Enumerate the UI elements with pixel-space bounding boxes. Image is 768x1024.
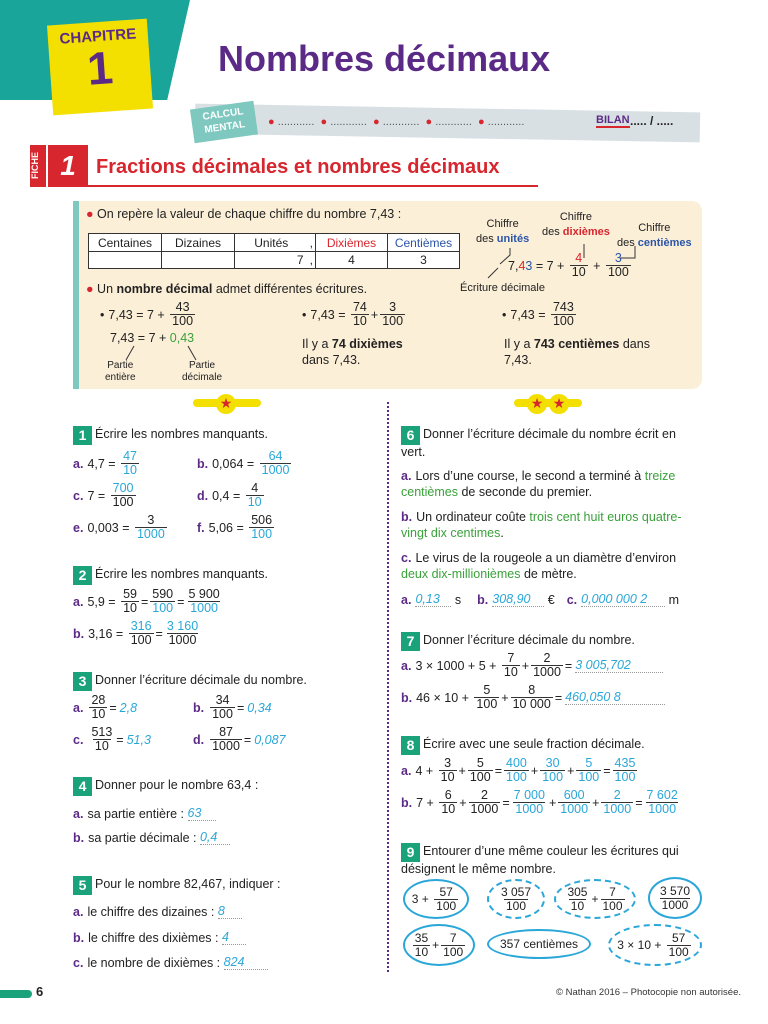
ex9-expr-2: $\frac{3 057}{100}$ xyxy=(487,879,545,919)
ex1-e: e. 0,003 = $\frac{3}{1000}$ xyxy=(73,513,165,542)
exercise-6-title: 6 Donner l’écriture décimale du nombre écrit en vert. xyxy=(401,427,676,459)
page-number: 6 xyxy=(36,984,44,999)
exercise-2-title: 2 Écrire les nombres manquants. xyxy=(73,566,268,585)
callout-centiemes: Chiffre des centièmes xyxy=(617,222,692,249)
partie-decimale-label: Partie décimale xyxy=(182,360,223,383)
ex3-a: a. $\frac{28}{10}$ = 2,8 xyxy=(73,693,138,722)
exercise-5-title: 5 Pour le nombre 82,467, indiquer : xyxy=(73,876,281,895)
ex6-b: b. Un ordinateur coûte trois cent huit euros quatre-vingt dix centimes. xyxy=(401,510,682,540)
ex4-b: b. sa partie décimale : 0,4 xyxy=(73,830,230,845)
fiche-number: 1 xyxy=(48,145,88,187)
bilan-label: BILAN xyxy=(596,114,630,126)
ex6-a: a. Lors d’une course, le second a terminé à treize centièmes de seconde du premier. xyxy=(401,469,676,499)
decimal-intro: ● Un nombre décimal admet différentes écritures. xyxy=(86,282,368,296)
star-icon: ★ xyxy=(216,394,236,414)
ex1-c: c. 7 = $\frac{700}{100}$ xyxy=(73,481,134,510)
ex3-c: c. $\frac{513}{10}$ = 51,3 xyxy=(73,725,151,754)
ex8-b: b. 7 + $\frac{6}{10}$ + $\frac{2}{1000}$ = $\frac{7 000}{1000}$ + $\frac{600}{1000}$ + $\frac{2}{1000}$ = $\frac{7 602}{1000}$ xyxy=(401,788,678,817)
writing-3: • 7,43 = $\frac{743}{100}$ xyxy=(502,300,574,329)
writing-1b: 7,43 = 7 + 0,43 xyxy=(110,331,195,345)
column-divider xyxy=(387,402,389,972)
bilan-score: ..... / ..... xyxy=(630,114,674,128)
exercise-8-title: 8 Écrire avec une seule fraction décimale. xyxy=(401,736,645,755)
ex1-d: d. 0,4 = $\frac{4}{10}$ xyxy=(197,481,262,510)
star-icon: ★ xyxy=(549,394,569,414)
page-title: Nombres décimaux xyxy=(218,38,551,79)
chapitre-badge xyxy=(47,19,153,116)
exercise-7-title: 7 Donner l’écriture décimale du nombre. xyxy=(401,632,635,651)
ecriture-decimale-label: Écriture décimale xyxy=(460,282,545,294)
ex9-expr-1: 3 + $\frac{57}{100}$ xyxy=(403,879,469,919)
ex9-expr-5: $\frac{35}{10}$ + $\frac{7}{100}$ xyxy=(403,924,475,966)
lesson-intro: ● On repère la valeur de chaque chiffre du nombre 7,43 : xyxy=(86,207,402,221)
exercise-3-title: 3 Donner l’écriture décimale du nombre. xyxy=(73,672,307,691)
ex1-f: f. 5,06 = $\frac{506}{100}$ xyxy=(197,513,273,542)
difficulty-two-stars xyxy=(514,399,582,407)
ex9-expr-3: $\frac{305}{10}$ + $\frac{7}{100}$ xyxy=(554,879,636,919)
ex8-a: a. 4 + $\frac{3}{10}$ + $\frac{5}{100}$ = $\frac{400}{100}$ + $\frac{30}{100}$ + $\frac{5}{100}$ = $\frac{435}{100}$ xyxy=(401,756,636,785)
calcul-mental-dots: ● ............ ● ............ ● ............ ● ............ ● ............ xyxy=(268,116,525,128)
place-value-table: Centaines Dizaines Unités , Dixièmes Centièmes 7 , 4 3 xyxy=(88,233,460,269)
exercise-1-title: 1 Écrire les nombres manquants. xyxy=(73,426,268,445)
ex7-b: b. 46 × 10 + $\frac{5}{100}$ + $\frac{8}{10 000}$ = 460,050 8 xyxy=(401,684,665,711)
ex1-a: a. 4,7 = $\frac{47}{10}$ xyxy=(73,449,137,478)
ex3-d: d. $\frac{87}{1000}$ = 0,087 xyxy=(193,725,286,754)
ex2-b: b. 3,16 = $\frac{316}{100}$ = $\frac{3 160}{1000}$ xyxy=(73,619,199,648)
ex5-c: c. le nombre de dixièmes : 824 xyxy=(73,955,268,970)
ex5-a: a. le chiffre des dizaines : 8 xyxy=(73,904,242,919)
ex4-a: a. sa partie entière : 63 xyxy=(73,806,216,821)
ex5-b: b. le chiffre des dixièmes : 4 xyxy=(73,930,246,945)
chapitre-number: 1 xyxy=(85,41,115,95)
partie-entiere-label: Partie entière xyxy=(105,360,136,383)
writing-2-text: Il y a 74 dixièmes dans 7,43. xyxy=(302,337,403,367)
ex6-answers: a. 0,13 s b. 308,90 € c. 0,000 000 2 m xyxy=(401,592,680,607)
ex9-expr-4: $\frac{3 570}{1000}$ xyxy=(648,877,702,919)
fiche-underline xyxy=(88,185,538,187)
decomposition-line: 7, 4 3 = 7 + $\frac{4}{10}$ + $\frac{3}{100}$ xyxy=(508,251,629,280)
callout-dixiemes: Chiffre des dixièmes xyxy=(542,211,610,238)
partie-arrows xyxy=(118,343,208,363)
exercise-4-title: 4 Donner pour le nombre 63,4 : xyxy=(73,777,258,796)
ex9-expr-6: 357 centièmes xyxy=(487,929,591,959)
calcul-mental-label: CALCUL MENTAL xyxy=(190,101,258,144)
ex3-b: b. $\frac{34}{100}$ = 0,34 xyxy=(193,693,272,722)
writing-2: • 7,43 = $\frac{74}{10}$ + $\frac{3}{100}$ xyxy=(302,300,404,329)
writing-1: • 7,43 = 7 + $\frac{43}{100}$ xyxy=(100,300,194,329)
ex7-a: a. 3 × 1000 + 5 + $\frac{7}{10}$ + $\frac{2}{1000}$ = 3 005,702 xyxy=(401,652,663,679)
writing-3-text: Il y a 743 centièmes dans 7,43. xyxy=(504,337,650,367)
ex6-c: c. Le virus de la rougeole a un diamètre d’environ deux dix-millionièmes de mètre. xyxy=(401,551,677,581)
fiche-tag: FICHE xyxy=(30,145,46,187)
ex2-a: a. 5,9 = $\frac{59}{10}$ = $\frac{590}{100}$ = $\frac{5 900}{1000}$ xyxy=(73,587,220,616)
star-icon: ★ xyxy=(527,394,547,414)
callout-unites: Chiffre des unités xyxy=(476,218,530,245)
ex9-expr-7: 3 × 10 + $\frac{57}{100}$ xyxy=(608,924,702,966)
copyright: © Nathan 2016 – Photocopie non autorisée. xyxy=(556,987,741,998)
exercise-9-title: 9 Entourer d’une même couleur les écritures qui désignent le même nombre. xyxy=(401,844,679,876)
fiche-title: Fractions décimales et nombres décimaux xyxy=(96,156,500,178)
ex1-b: b. 0,064 = $\frac{64}{1000}$ xyxy=(197,449,290,478)
chapitre-label: CHAPITRE xyxy=(59,25,137,48)
footer-bar xyxy=(0,990,32,998)
